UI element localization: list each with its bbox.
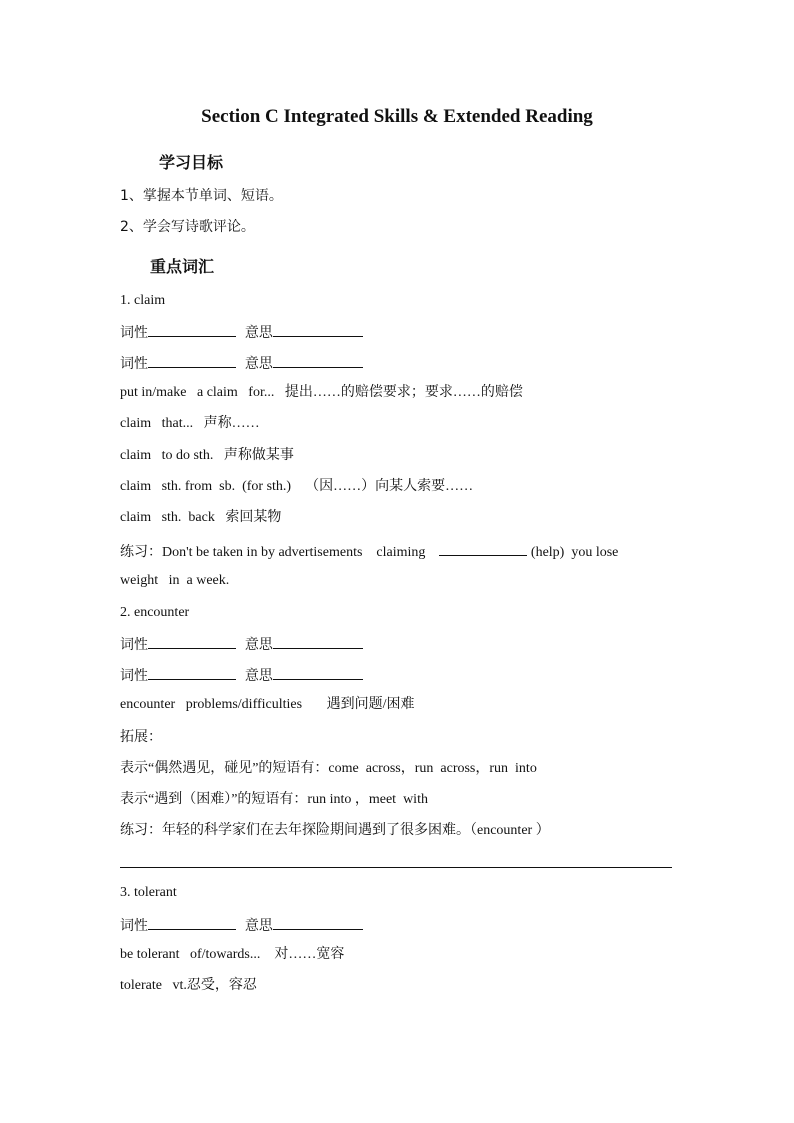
phrase-line: claim to do sth. 声称做某事 — [120, 448, 294, 463]
phrase-line: tolerate vt.忍受，容忍 — [120, 978, 257, 993]
extension-label: 拓展： — [120, 729, 162, 745]
page-title: Section C Integrated Skills & Extended Reading — [201, 106, 593, 127]
exercise-line — [120, 541, 618, 562]
pos-blank[interactable] — [148, 353, 236, 368]
phrase-line: claim sth. from sb. (for sth.) （因……）向某人索要…… — [120, 479, 474, 494]
meaning-label: 意思 — [244, 637, 273, 653]
word-tolerant-heading: 3. tolerant — [120, 885, 177, 900]
pos-blank[interactable] — [148, 322, 236, 337]
meaning-blank[interactable] — [273, 634, 363, 649]
meaning-label: 意思 — [244, 325, 273, 341]
exercise-text: 练习：Don't be taken in by advertisements claiming — [120, 545, 440, 560]
meaning-blank[interactable] — [273, 665, 363, 680]
phrase-line: 表示“偶然遇见，碰见”的短语有：come across，run across，run into — [120, 761, 537, 776]
pos-label: 词性 — [120, 637, 148, 653]
pos-label: 词性 — [120, 325, 148, 341]
phrase-line: put in/make a claim for... 提出……的赔偿要求；要求……的赔偿 — [120, 385, 523, 400]
heading-learning-goals: 学习目标 — [159, 153, 224, 172]
pos-blank[interactable] — [148, 665, 236, 680]
pos-label: 词性 — [120, 918, 148, 934]
answer-blank[interactable] — [439, 541, 527, 556]
pos-meaning-row — [120, 665, 363, 685]
meaning-label: 意思 — [244, 356, 273, 372]
phrase-line: claim that... 声称…… — [120, 416, 260, 431]
phrase-line: 表示“遇到（困难）”的短语有：run into ，meet with — [120, 792, 428, 807]
pos-label: 词性 — [120, 668, 148, 684]
exercise-line-cont: weight in a week. — [120, 573, 230, 588]
pos-blank[interactable] — [148, 634, 236, 649]
answer-line[interactable] — [120, 867, 672, 868]
meaning-blank[interactable] — [273, 915, 363, 930]
exercise-line: 练习：年轻的科学家们在去年探险期间遇到了很多困难。（encounter ） — [120, 823, 550, 838]
pos-blank[interactable] — [148, 915, 236, 930]
meaning-blank[interactable] — [273, 322, 363, 337]
phrase-line: be tolerant of/towards... 对……宽容 — [120, 947, 345, 962]
meaning-label: 意思 — [244, 918, 273, 934]
pos-label: 词性 — [120, 356, 148, 372]
meaning-blank[interactable] — [273, 353, 363, 368]
word-encounter-heading: 2. encounter — [120, 605, 190, 620]
pos-meaning-row — [120, 322, 363, 342]
pos-meaning-row — [120, 634, 363, 654]
phrase-line: encounter problems/difficulties 遇到问题/困难 — [120, 697, 415, 712]
meaning-label: 意思 — [244, 668, 273, 684]
phrase-line: claim sth. back 索回某物 — [120, 510, 282, 525]
pos-meaning-row — [120, 353, 363, 373]
pos-meaning-row — [120, 915, 363, 935]
goal-2: 2、学会写诗歌评论。 — [120, 219, 255, 235]
exercise-text: (help) you lose — [527, 545, 619, 560]
goal-1: 1、掌握本节单词、短语。 — [120, 188, 283, 204]
word-claim-heading: 1. claim — [120, 293, 166, 308]
heading-key-vocabulary: 重点词汇 — [150, 257, 215, 276]
